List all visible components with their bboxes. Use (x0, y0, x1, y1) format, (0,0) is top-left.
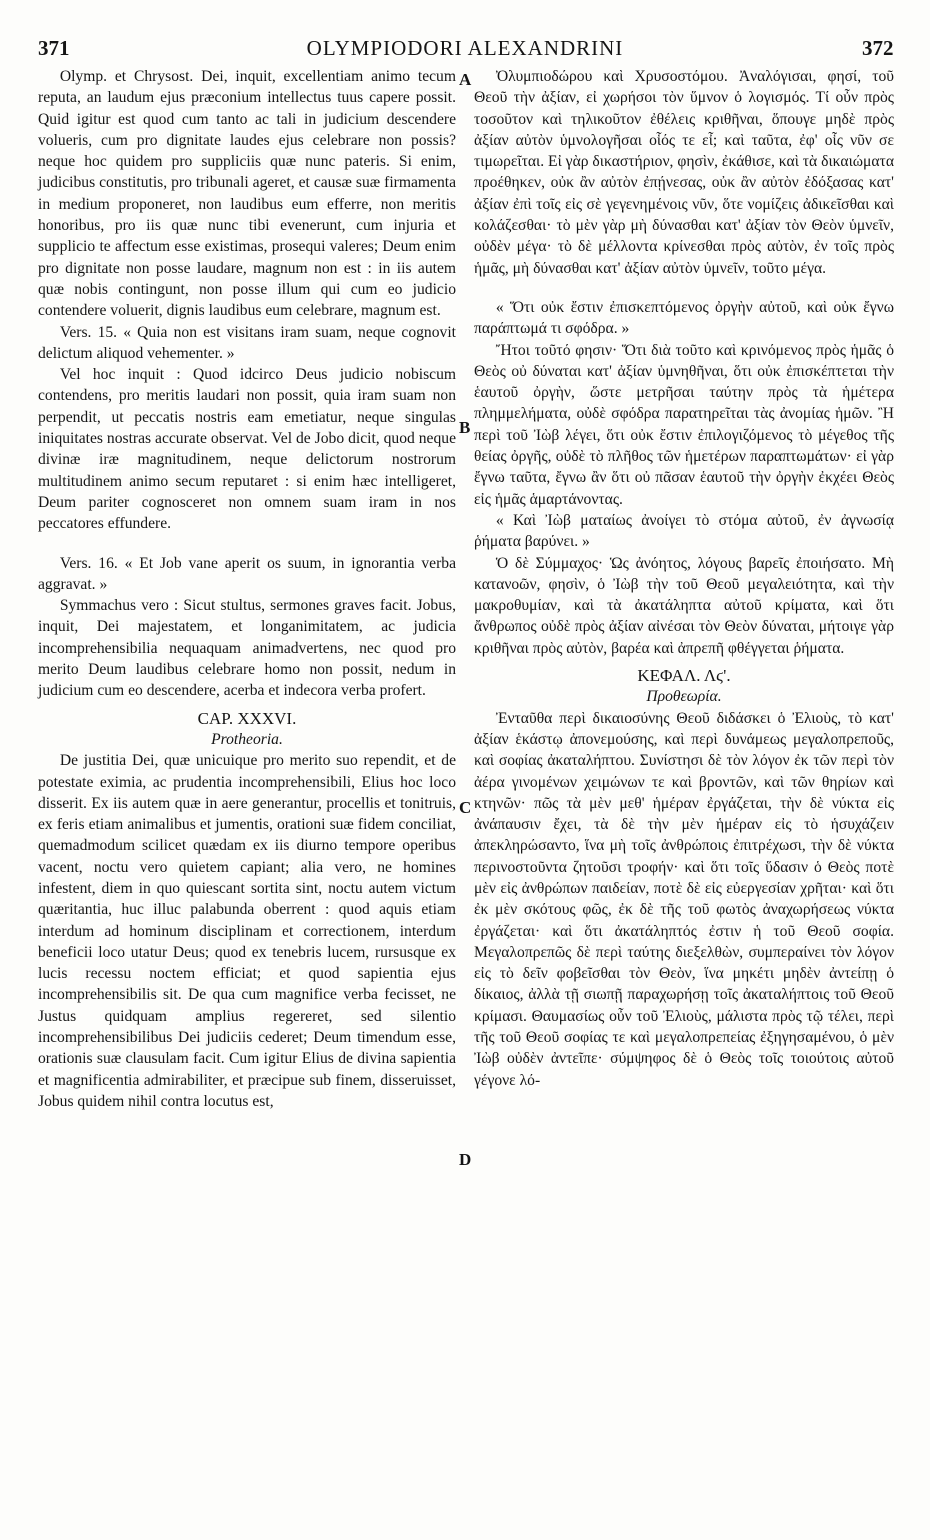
greek-paragraph-5: Ὁ δὲ Σύμμαχος· Ὡς ἀνόητος, λόγους βαρεῖς ἐποιήσατο. Μὴ κατανοῶν, φησὶν, ὁ Ἰὼβ τὴν τοῦ Θεοῦ μεγαλειότητα, καὶ τὴν μακροθυμίαν, καὶ τὰ ἀκατάληπτα αὐτοῦ κρίματα, καὶ ὅτι ἄνθρωπος οὐδὲ πρὸς ἀξίαν αἰνέσαι τὸν Θεὸν δύναται, μήτοιγε γὰρ κριθῆναι πρὸς αὐτὸν, βαρέα καὶ ἀπρεπῆ φθέγγεται ῥήματα. (474, 554, 894, 657)
margin-marker-c: C (459, 798, 472, 817)
latin-verse-15: Vers. 15. « Quia non est visitans iram suam, neque cognovit delictum aliquod vehementer. » (38, 323, 456, 362)
latin-paragraph-1: Olymp. et Chrysost. Dei, inquit, excellentiam animo tecum reputa, an laudum ejus præconium intellectus tuus capere possit. Quid igitur est quod cum tanto ac tali in judicium descendere volueris, cum pro dignitate laudes ejus celebrare non possis? neque hoc quidem pro suppliciis quæ nunc pateris. Si enim, judicibus constitutis, pro tribunali ageret, et causæ suæ firmamenta in medium proponeret, non laudibus eum efferre, non meritis honoribus, pro iis quæ nunc tibi evenerunt, cum injuria et supplicio te affectum esse existimas, prosequi valeres; Deum enim pro dignitate non posse laudare, magnum non est : in iis autem quæ nobis contingunt, non posse illum qui cum eo judicio contendere voluerit, dignis laudibus eum celebrare, magnum est. (38, 68, 456, 320)
latin-paragraph-5: Symmachus vero : Sicut stultus, sermones graves facit. Jobus, inquit, Dei majestatem, et longanimitatem, ac judicia incomprehensibilia nequaquam animadvertens, nec quod pro merito Deum laudibus celebrare homo non possit, nedum in judicium cum eo descendere, acerba et indecora verba profert. (38, 597, 456, 700)
greek-verse-16: « Καὶ Ἰὼβ ματαίως ἀνοίγει τὸ στόμα αὐτοῦ, ἐν ἀγνωσίᾳ ῥήματα βαρύνει. » (474, 511, 894, 551)
greek-paragraph-1: Ὀλυμπιοδώρου καὶ Χρυσοστόμου. Ἀναλόγισαι, φησί, τοῦ Θεοῦ τὴν ἀξίαν, εἰ χωρήσοι τὸν ὕμνον ὁ λογισμός. Τί οὖν πρὸς τοσοῦτον καὶ τηλικοῦτον ἐθέλεις κριθῆναι, ὅπουγε μηδὲ πρὸς ἀξίαν αὐτὸν ὑμνολογῆσαι οἷός τε εἶ; καὶ ταῦτα, ἐφ' οἷς νῦν σε τιμωρεῖται. Εἰ γὰρ δικαστήριον, φησὶν, ἐκάθισε, καὶ τὰ δικαιώματα προέθηκεν, οὐκ ἂν αὐτὸν ἐπῄνεσας, οὐκ ἂν αὐτὸν ἐδόξασας κατ' ἀξίαν ἐπὶ τοῖς εἰς σὲ γεγενημένοις νῦν, ὅτε νομίζεις ἀδικεῖσθαι καὶ κολάζεσθαι· τὸ μὲν γὰρ μὴ δύνασθαι κατ' ἀξίαν τὸν Θεὸν ὑμνεῖν, οὐδὲν μέγα· τὸ δὲ μέλλοντα κρίνεσθαι πρὸς αὐτὸν, ἐν τοῖς πρὸς ἡμᾶς, μὴ δύνασθαι κατ' ἀξίαν αὐτὸν ὑμνεῖν, τοῦτο μέγα. (474, 68, 894, 277)
greek-column (474, 66, 894, 1091)
margin-marker-b: B (459, 418, 471, 437)
margin-marker-a: A (459, 70, 472, 89)
right-page-number: 372 (862, 36, 894, 60)
margin-marker-d: D (459, 1150, 472, 1169)
greek-protheoria-heading: Προθεωρία. (646, 688, 722, 706)
greek-paragraph-3: Ἤτοι τοῦτό φησιν· Ὅτι διὰ τοῦτο καὶ κρινόμενος πρὸς ἡμᾶς ὁ Θεὸς οὐ δύναται κατ' ἀξίαν ὑμνηθῆναι, ὅτι οὐκ ἐπισκέπτεται τὴν ἑαυτοῦ ὀργὴν, ὥστε μετρῆσαι ταύτην πρὸς τὰ ἡμέτερα πλημμελήματα, οὐδὲ σφόδρα παρατηρεῖται τὰς ἀνομίας ἡμῶν. Ἢ περὶ τοῦ Ἰὼβ λέγει, ὅτι οὐκ ἔστιν ἐπιλογιζόμενος τὸ μέγεθος τῆς θείας ὀργῆς, οὐδὲ τὸ πλῆθος τῶν ἡμετέρων παραπτωμάτων· εἰ γὰρ ἔγνω ταῦτα, ἔγνω ἂν ὅτι οὐ πᾶσαν ἑαυτοῦ τὴν ὀργὴν ἐκχέει Θεὸς εἰς ἡμᾶς ἁμαρτάνοντας. (474, 341, 894, 508)
greek-paragraph-6: Ἐνταῦθα περὶ δικαιοσύνης Θεοῦ διδάσκει ὁ Ἐλιοὺς, τὸ κατ' ἀξίαν ἑκάστῳ ἀπονεμούσης, καὶ περὶ δυνάμεως μεγαλοπρεποῦς, καὶ σοφίας ἀκαταλήπτου. Συνίστησι δὲ τὸν λόγον ἐκ τῶν περὶ τὸν ἀέρα γινομένων χειμώνων τε καὶ βροντῶν, καὶ τῶν θηρίων καὶ κτηνῶν· πῶς τὰ μὲν μεθ' ἡμέραν ἐργάζεται, τὴν δὲ νύκτα εἰς ἀνάπαυσιν ἔχει, τὰ δὲ τὴν μὲν ἡμέραν εἰς τὸ ἡσυχάζειν ἀπεκληρώσαντο, ἵνα μὴ τοῖς ἀνθρώποις ἐπιτρέχωσι, τὴν δὲ νύκτα περινοστοῦντα ζητοῦσι τροφήν· καὶ ὅτι τοῖς ὕδασιν ὁ Θεὸς ποτὲ μὲν εἰς ἀνθρώπων παιδείαν, ποτὲ δὲ εἰς εὐεργεσίαν χρῆται· καὶ ὅτι ἐκ μὲν σκότους φῶς, ἐκ δὲ τῆς τοῦ φωτὸς ἀναχωρήσεως νύκτα ἐργάζεται· καὶ ὅτι ἀκατάληπτός ἐστιν ἡ τοῦ Θεοῦ σοφία. Μεγαλοπρεπῶς δὲ περὶ ταύτης διεξελθὼν, συμπεραίνει τὸν λόγον εἰς τὸ δεῖν φοβεῖσθαι τὸν Θεὸν, ἵνα μηκέτι μηδὲν ἀντείπῃ ὁ δίκαιος, ἀλλὰ τῇ σιωπῇ παραχωρήσῃ τοῖς ἀκαταλήπτοις τοῦ Θεοῦ κρίμασι. Θαυμασίως οὖν τοῦ Ἐλιοὺς, μάλιστα πρὸς τῷ τέλει, περὶ τῆς τοῦ Θεοῦ σοφίας τε καὶ μεγαλοπρεπείας ἐξηγησαμένου, ὁ μὲν Ἰὼβ οὐδὲν ἀντεῖπε· σύμψηφος δὲ ὁ Θεὸς τοῖς τοιούτοις αὐτοῦ γέγονε λό- (474, 709, 894, 1089)
latin-verse-16: Vers. 16. « Et Job vane aperit os suum, in ignorantia verba aggravat. » (38, 554, 456, 593)
latin-column (38, 66, 456, 1112)
greek-chapter-heading: ΚΕΦΑΛ. Λϛ'. (637, 666, 731, 686)
latin-protheoria-heading: Protheoria. (211, 730, 283, 748)
latin-paragraph-3: Vel hoc inquit : Quod idcirco Deus judicio nobiscum contendens, pro meritis laudari non possit, quia iram suam non perpendit, ut peccatis nostris eam emetiatur, neque singulas iniquitates nostras accurate observat. Vel de Jobo dicit, quod neque divinæ iræ magnitudinem, neque delictorum nostrorum multitudinem animo secum reputaret : si enim hæc intelligeret, Deum pariter cognosceret non omnem suam iram in nos peccatores effundere. (38, 366, 456, 533)
latin-paragraph-6: De justitia Dei, quæ unicuique pro merito suo rependit, et de potestate eximia, ac prudentia incomprehensibili, Elius hoc loco disserit. Ex iis autem quæ in aere generantur, procellis et tonitruis, ex feris etiam animalibus et jumentis, orationi suæ fidem conciliat, quemadmodum scilicet quædam ex iis diurno tempore operibus vacent, noctu vero quietem capiant; alia vero, ne homines infestent, diem in quo quiescant sortita sint, noctu autem victum quæritantia, huc illuc palabunda oberrent : quod aquis etiam interdum ad hominum disciplinam et correctionem, interdum beneficii loco utatur Deus; quod ex tenebris lucem, rursusque ex lucis recessu noctem efficiat; et quod sapientia ejus incomprehensibilis sit. De qua cum magnifice verba fecisset, ne Justus quidquam amplius regereret, sed silentio incomprehensibilibus Dei judiciis cederet; Deum timendum esse, orationis suæ clausulam facit. Cum igitur Elius de divina sapientia et magnificentia admirabiliter, et præcipue sub finem, disseruisset, Jobus quidem nihil contra locutus est, (38, 752, 456, 1110)
greek-verse-15: « Ὅτι οὐκ ἔστιν ἐπισκεπτόμενος ὀργὴν αὐτοῦ, καὶ οὐκ ἔγνω παράπτωμά τι σφόδρα. » (474, 298, 894, 338)
page-header (0, 36, 930, 66)
running-title: OLYMPIODORI ALEXANDRINI (306, 36, 624, 60)
latin-chapter-heading: CAP. XXXVI. (197, 708, 297, 728)
left-page-number: 371 (38, 36, 70, 60)
